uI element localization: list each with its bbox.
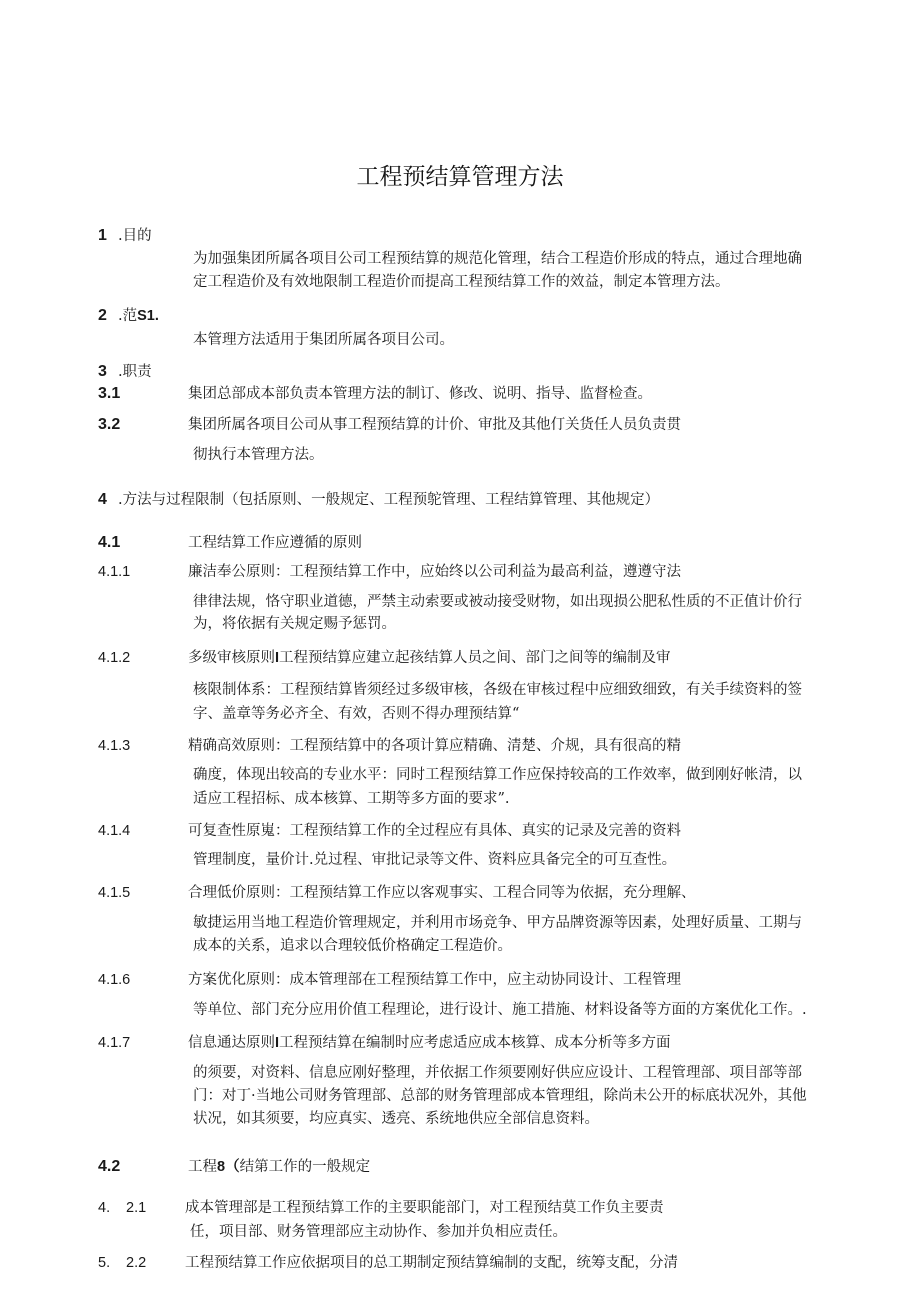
item-4-1-1-line-3: 为，将依据有关规定赐予惩罚。 bbox=[193, 616, 396, 632]
item-4-1-7-line-1-b: I bbox=[275, 1035, 280, 1051]
section-1-number: 1 bbox=[98, 227, 107, 244]
section-1-heading: .目的 bbox=[118, 228, 152, 244]
section-4-2-heading-b: 8（ bbox=[217, 1159, 240, 1175]
item-4-1-2-line-1-b: I bbox=[275, 650, 280, 666]
item-4-1-6-line-2: 等单位、部门充分应用价值工程理论，进行设计、施工措施、材料设备等方面的方案优化工作。. bbox=[193, 1002, 807, 1018]
item-4-2-2-line-1: 工程预结算工作应依据项目的总工期制定预结算编制的支配，统筹支配，分清 bbox=[185, 1255, 678, 1271]
item-4-1-4-line-1: 可复查性原嵬：工程预结算工作的全过程应有具体、真实的记录及完善的资料 bbox=[188, 823, 681, 839]
section-4-2-heading-c: 结第工作的一般规定 bbox=[239, 1159, 371, 1175]
item-4-1-5-line-1: 合理低价原则：工程预结算工作应以客观事实、工程合同等为依据，充分理解、 bbox=[188, 885, 696, 901]
item-3-1-number: 3.1 bbox=[98, 385, 121, 402]
item-4-1-1-line-2: 律律法规，恪守职业道德，严禁主动索要或被动接受财物，如出现损公肥私性质的不正值计价行 bbox=[193, 594, 802, 610]
item-3-2-number: 3.2 bbox=[98, 416, 121, 433]
item-4-1-2-line-2: 核限制体系：工程预结算皆须经过多级审核，各级在审核过程中应细致细致，有关手续资料的签 bbox=[193, 682, 802, 698]
item-4-1-2-line-1-c: 工程预结算应建立起孩结算人员之间、部门之间等的编制及审 bbox=[279, 650, 671, 666]
section-1-paragraph-line-2: 定工程造价及有效地限制工程造价而提高工程预结算工作的效益，制定本管理方法。 bbox=[193, 274, 730, 290]
item-3-2-text-line-1: 集团所属各项目公司从事工程预结算的计价、审批及其他仃关货任人员负责贯 bbox=[188, 417, 681, 433]
item-4-1-2-line-1 bbox=[188, 648, 671, 668]
item-4-1-1-number: 4.1.1 bbox=[98, 564, 131, 580]
item-4-1-6-number: 4.1.6 bbox=[98, 972, 131, 988]
section-4-number: 4 bbox=[98, 491, 107, 508]
item-4-1-2-line-3: 字、盖章等务必齐全、有效，否则不得办理预结算“ bbox=[193, 706, 520, 722]
item-4-1-1-line-1: 廉洁奉公原则：工程预结算工作中，应始终以公司利益为最高利益，遵遵守法 bbox=[188, 564, 681, 580]
section-4-heading: .方法与过程限制（包括原则、一般规定、工程预鸵管理、工程结算管理、其他规定） bbox=[118, 492, 660, 508]
item-4-2-2-number: 2.2 bbox=[126, 1255, 147, 1271]
section-2-heading bbox=[118, 306, 159, 326]
section-4-1-number: 4.1 bbox=[98, 534, 121, 551]
section-4-2-heading bbox=[188, 1157, 370, 1177]
item-4-1-7-line-1-a: 信息通达原则 bbox=[188, 1035, 275, 1051]
document-title: 工程预结算管理方法 bbox=[356, 164, 564, 190]
section-2-number: 2 bbox=[98, 307, 107, 324]
item-4-1-5-line-3: 成本的关系，追求以合理较低价格确定工程造价。 bbox=[193, 938, 512, 954]
section-1-paragraph-line-1: 为加强集团所属各项目公司工程预结算的规范化管理，结合工程造价形成的特点，通过合理地确 bbox=[193, 251, 802, 267]
item-4-1-7-line-2: 的须要，对资料、信息应刚好整理，并依据工作须要刚好供应应设计、工程管理部、项目部等部 bbox=[193, 1065, 802, 1081]
section-2-paragraph: 本管理方法适用于集团所属各项目公司。 bbox=[193, 332, 454, 348]
item-4-2-1-number: 2.1 bbox=[126, 1200, 147, 1216]
item-4-2-1-line-2: 任，项目部、财务管理部应主动协作、参加并负相应责任。 bbox=[190, 1224, 567, 1240]
item-4-1-3-number: 4.1.3 bbox=[98, 738, 131, 754]
item-4-1-3-line-3: 适应工程招标、成本核算、工期等多方面的要求”. bbox=[193, 791, 510, 807]
item-4-1-7-number: 4.1.7 bbox=[98, 1035, 131, 1051]
section-3-heading: .职责 bbox=[118, 364, 152, 380]
item-3-1-text: 集团总部成本部负责本管理方法的制订、修改、说明、指导、监督检查。 bbox=[188, 386, 652, 402]
item-4-1-2-number: 4.1.2 bbox=[98, 650, 131, 666]
section-4-1-heading: 工程结算工作应遵循的原则 bbox=[188, 535, 362, 551]
item-4-1-5-number: 4.1.5 bbox=[98, 885, 131, 901]
item-4-1-3-line-1: 精确高效原则：工程预结算中的各项计算应精确、清楚、介规，具有很高的精 bbox=[188, 738, 681, 754]
item-4-1-5-line-2: 敏捷运用当地工程造价管理规定，并利用市场竞争、甲方品牌资源等因素，处理好质量、工期与 bbox=[193, 915, 802, 931]
item-4-1-7-line-1 bbox=[188, 1033, 671, 1053]
item-4-1-4-line-2: 管理制度，量价计.兑过程、审批记录等文件、资料应具备完全的可互查性。 bbox=[193, 852, 677, 868]
item-3-2-text-line-2: 彻执行本管理方法。 bbox=[193, 447, 324, 463]
item-4-1-7-line-1-c: 工程预结算在编制时应考虑适应成本核算、成本分析等多方面 bbox=[279, 1035, 671, 1051]
item-4-2-1-line-1: 成本管理部是工程预结算工作的主要职能部门，对工程预结莫工作负主要责 bbox=[185, 1200, 664, 1216]
section-4-2-number: 4.2 bbox=[98, 1158, 121, 1175]
section-2-heading-a: .范 bbox=[118, 308, 138, 324]
item-4-1-2-line-1-a: 多级审核原则 bbox=[188, 650, 275, 666]
item-4-1-7-line-3: 门：对丁·当地公司财务管理部、总部的财务管理部成本管理组，除尚未公开的标底状况外，其他 bbox=[193, 1088, 807, 1104]
item-4-2-1-prefix: 4. bbox=[98, 1200, 111, 1216]
item-4-1-7-line-4: 状况，如其须要，均应真实、透亮、系统地供应全部信息资料。 bbox=[193, 1111, 599, 1127]
item-4-1-6-line-1: 方案优化原则：成本管理部在工程预结算工作中，应主动协同设计、工程管理 bbox=[188, 972, 681, 988]
section-4-2-heading-a: 工程 bbox=[188, 1159, 217, 1175]
section-3-number: 3 bbox=[98, 363, 107, 380]
item-4-1-3-line-2: 确度，体现出较高的专业水平：同时工程预结算工作应保持较高的工作效率，做到刚好帐清，以 bbox=[193, 767, 802, 783]
item-4-2-2-prefix: 5. bbox=[98, 1255, 111, 1271]
section-2-heading-b: S1. bbox=[137, 308, 159, 324]
item-4-1-4-number: 4.1.4 bbox=[98, 823, 131, 839]
